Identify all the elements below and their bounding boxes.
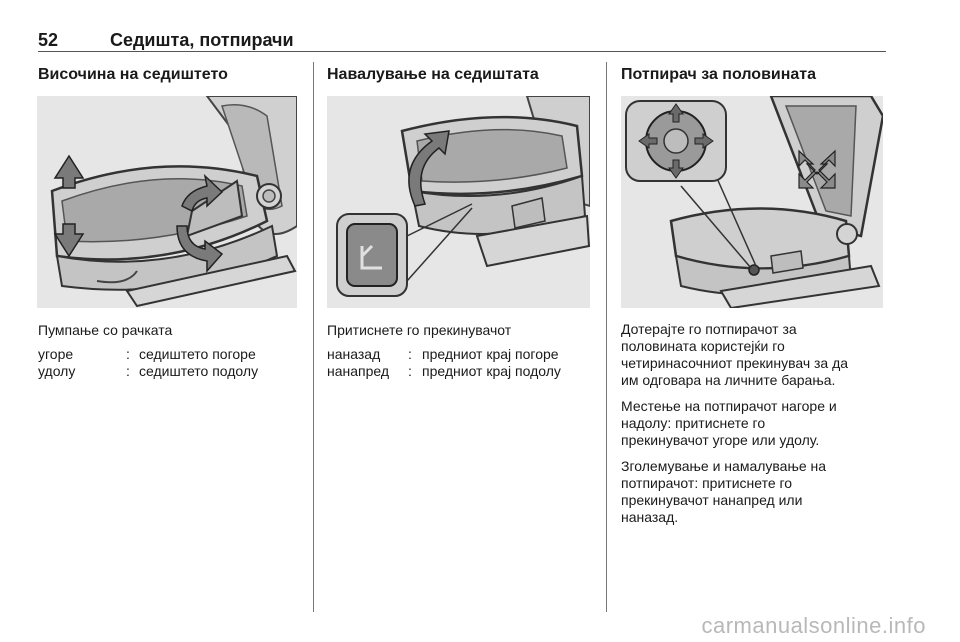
paragraph-line: надолу: притиснете го <box>621 415 766 431</box>
definition-key: удолу <box>38 363 76 379</box>
seat-tilt-switch-illustration <box>327 96 590 308</box>
definition-value: предниот крај погоре <box>422 346 559 362</box>
paragraph-line: четиринасочниот прекинувач за да <box>621 355 849 371</box>
paragraph-line: прекинувачот нанапред или <box>621 492 803 508</box>
definition-separator: : <box>126 363 130 379</box>
paragraph-line: Местење на потпирачот нагоре и <box>621 398 837 414</box>
seat-height-lever-illustration <box>37 96 297 308</box>
page-header <box>38 30 886 52</box>
definition-key: угоре <box>38 346 74 362</box>
definition-row <box>327 346 602 363</box>
section-heading-seat-height: Височина на седиштето <box>38 66 228 83</box>
paragraph-line: Зголемување и намалување на <box>621 458 827 474</box>
section-heading-seat-tilt: Навалување на седиштата <box>327 66 539 83</box>
paragraph-line: половината користејќи го <box>621 338 785 354</box>
section-heading-lumbar-support: Потпирач за половината <box>621 66 817 83</box>
figure-caption: Притиснете го прекинувачот <box>327 322 512 338</box>
lumbar-paragraph <box>621 321 889 389</box>
definition-row <box>327 363 602 380</box>
page-number: 52 <box>38 30 59 50</box>
lumbar-paragraph <box>621 398 889 449</box>
column-divider <box>313 62 314 612</box>
lumbar-support-switch-illustration <box>621 96 883 308</box>
paragraph-line: им одговара на личните барања. <box>621 372 836 388</box>
definition-list <box>327 346 602 380</box>
definition-key: нанапред <box>327 363 390 379</box>
definition-key: наназад <box>327 346 381 362</box>
definition-value: седиштето погоре <box>139 346 256 362</box>
definition-row <box>38 346 308 363</box>
definition-separator: : <box>126 346 130 362</box>
definition-row <box>38 363 308 380</box>
paragraph-line: потпирачот: притиснете го <box>621 475 793 491</box>
header-rule <box>38 51 886 52</box>
paragraph-line: наназад. <box>621 509 679 525</box>
definition-separator: : <box>408 346 412 362</box>
column-divider <box>606 62 607 612</box>
paragraph-line: Дотерајте го потпирачот за <box>621 321 797 337</box>
watermark: carmanualsonline.info <box>701 613 926 638</box>
definition-list <box>38 346 308 380</box>
page-title: Седишта, потпирачи <box>110 30 294 50</box>
definition-separator: : <box>408 363 412 379</box>
lumbar-paragraph <box>621 458 889 526</box>
definition-value: седиштето подолу <box>139 363 259 379</box>
paragraph-line: прекинувачот угоре или удолу. <box>621 432 820 448</box>
definition-value: предниот крај подолу <box>422 363 561 379</box>
figure-caption: Пумпање со рачката <box>38 322 173 338</box>
